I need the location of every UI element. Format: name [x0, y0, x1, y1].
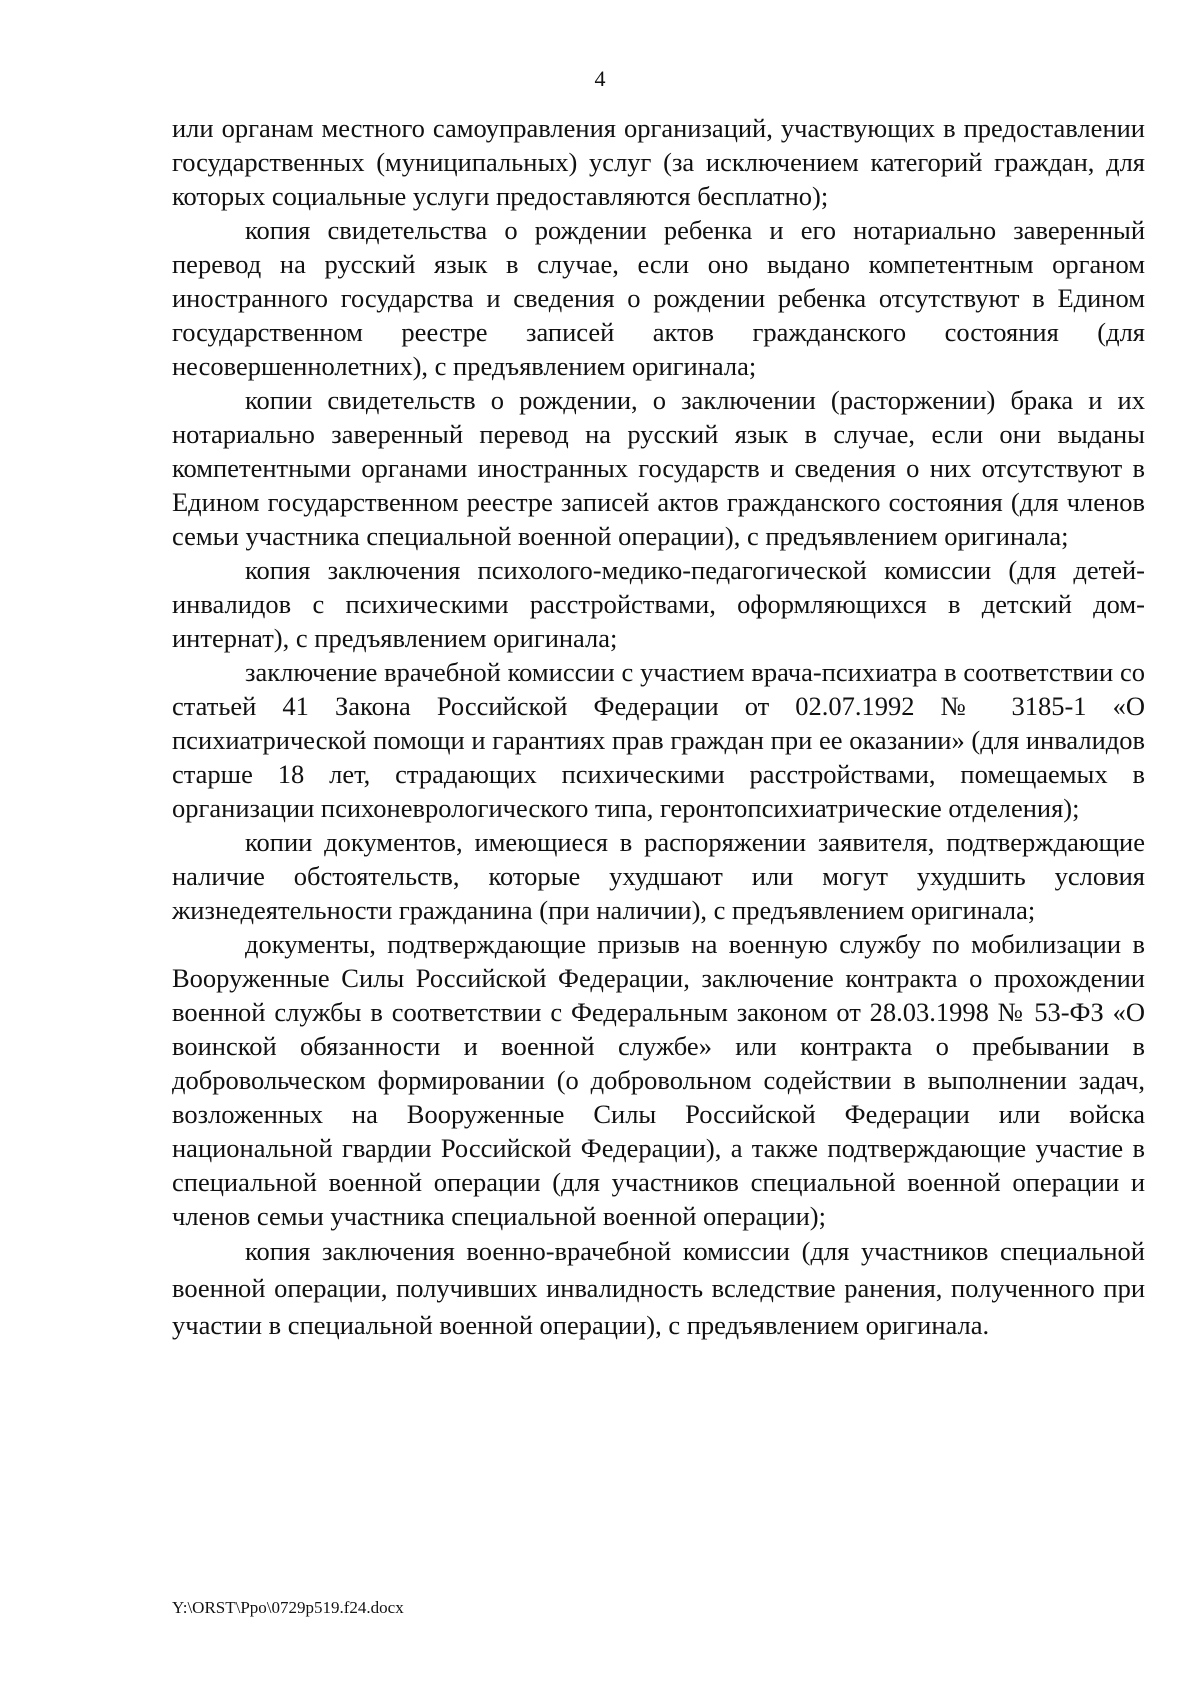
paragraph-circumstances-documents: копии документов, имеющиеся в распоряжении заявителя, подтверждающие наличие обстоятельств, которые ухудшают или могут ухудшить условия жизнедеятельности гражданина (при наличии), с предъявлением оригинала; [172, 827, 1145, 925]
footer-file-path: Y:\ORST\Ppo\0729p519.f24.docx [172, 1598, 404, 1617]
paragraph-pmpk-conclusion: копия заключения психолого-медико-педагогической комиссии (для детей-инвалидов с психическими расстройствами, оформляющихся в детский дом-интернат), с предъявлением оригинала; [172, 555, 1145, 653]
paragraph-medical-commission-conclusion: заключение врачебной комиссии с участием врача-психиатра в соответствии со статьей 41 Закона Российской Федерации от 02.07.1992 № 3185-1 «О психиатрической помощи и гарантиях прав граждан при ее оказании» (для инвалидов старше 18 лет, страдающих психическими расстройствами, помещаемых в организации психоневрологического типа, геронтопсихиатрические отделения); [172, 657, 1145, 823]
paragraph-military-medical-commission: копия заключения военно-врачебной комиссии (для участников специальной военной операции, получивших инвалидность вследствие ранения, полученного при участии в специальной военной операции), с предъявлением оригинала. [172, 1236, 1145, 1340]
document-body [172, 111, 1145, 1344]
page-number: 4 [594, 66, 606, 91]
paragraph-birth-certificate-copy: копия свидетельства о рождении ребенка и его нотариально заверенный перевод на русский язык в случае, если оно выдано компетентным органом иностранного государства и сведения о рождении ребенка отсутствуют в Едином государственном реестре записей актов гражданского состояния (для несовершеннолетних), с предъявлением оригинала; [172, 215, 1145, 381]
paragraph-military-service-documents: документы, подтверждающие призыв на военную службу по мобилизации в Вооруженные Силы Российской Федерации, заключение контракта о прохождении военной службы в соответствии с Федеральным законом от 28.03.1998 № 53-ФЗ «О воинской обязанности и военной службе» или контракта о пребывании в добровольческом формировании (о добровольном содействии в выполнении задач, возложенных на Вооруженные Силы Российской Федерации или войска национальной гвардии Российской Федерации), а также подтверждающие участие в специальной военной операции (для участников специальной военной операции и членов семьи участника специальной военной операции); [172, 929, 1145, 1231]
paragraph-family-certificates-copies: копии свидетельств о рождении, о заключении (расторжении) брака и их нотариально заверенный перевод на русский язык в случае, если они выданы компетентными органами иностранных государств и сведения о них отсутствуют в Едином государственном реестре записей актов гражданского состояния (для членов семьи участника специальной военной операции), с предъявлением оригинала; [172, 385, 1145, 551]
paragraph-continuation: или органам местного самоуправления организаций, участвующих в предоставлении государственных (муниципальных) услуг (за исключением категорий граждан, для которых социальные услуги предоставляются бесплатно); [172, 113, 1145, 211]
